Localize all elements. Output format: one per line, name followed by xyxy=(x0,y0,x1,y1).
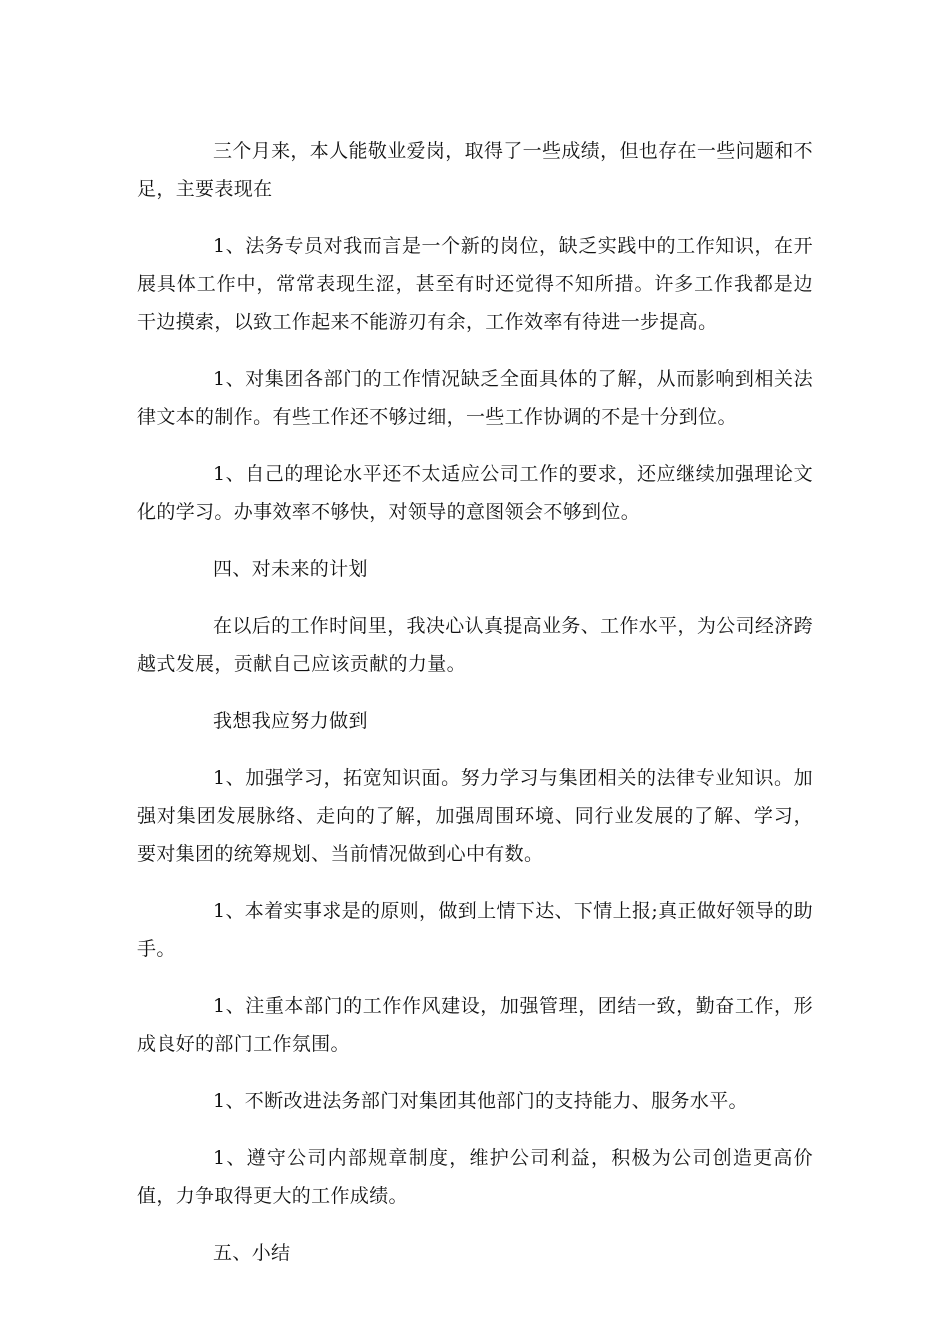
paragraph-goal-5: 1、遵守公司内部规章制度，维护公司利益，积极为公司创造更高价值，力争取得更大的工作成绩。 xyxy=(137,1147,813,1207)
paragraph-goals-lead: 我想我应努力做到 xyxy=(213,710,368,732)
paragraph-problem-1: 1、法务专员对我而言是一个新的岗位，缺乏实践中的工作知识，在开展具体工作中，常常表现生涩，甚至有时还觉得不知所措。许多工作我都是边干边摸索，以致工作起来不能游刃有余，工作效率有待进一步提高。 xyxy=(137,235,813,333)
paragraph-summary-intro: 三个月来，本人能敬业爱岗，取得了一些成绩，但也存在一些问题和不足，主要表现在 xyxy=(137,140,813,200)
paragraph-goal-4: 1、不断改进法务部门对集团其他部门的支持能力、服务水平。 xyxy=(213,1090,748,1112)
paragraph-goal-1: 1、加强学习，拓宽知识面。努力学习与集团相关的法律专业知识。加强对集团发展脉络、走向的了解，加强周围环境、同行业发展的了解、学习，要对集团的统筹规划、当前情况做到心中有数。 xyxy=(137,767,813,865)
paragraph-problem-2: 1、对集团各部门的工作情况缺乏全面具体的了解，从而影响到相关法律文本的制作。有些工作还不够过细，一些工作协调的不是十分到位。 xyxy=(137,368,813,428)
document-body xyxy=(137,132,813,1291)
paragraph-plan-intro: 在以后的工作时间里，我决心认真提高业务、工作水平，为公司经济跨越式发展，贡献自己应该贡献的力量。 xyxy=(137,615,813,675)
section-heading-summary: 五、小结 xyxy=(213,1242,291,1264)
paragraph-goal-2: 1、本着实事求是的原则，做到上情下达、下情上报;真正做好领导的助手。 xyxy=(137,900,813,960)
section-heading-future-plan: 四、对未来的计划 xyxy=(213,558,368,580)
paragraph-problem-3: 1、自己的理论水平还不太适应公司工作的要求，还应继续加强理论文化的学习。办事效率不够快，对领导的意图领会不够到位。 xyxy=(137,463,813,523)
paragraph-goal-3: 1、注重本部门的工作作风建设，加强管理，团结一致，勤奋工作，形成良好的部门工作氛围。 xyxy=(137,995,813,1055)
